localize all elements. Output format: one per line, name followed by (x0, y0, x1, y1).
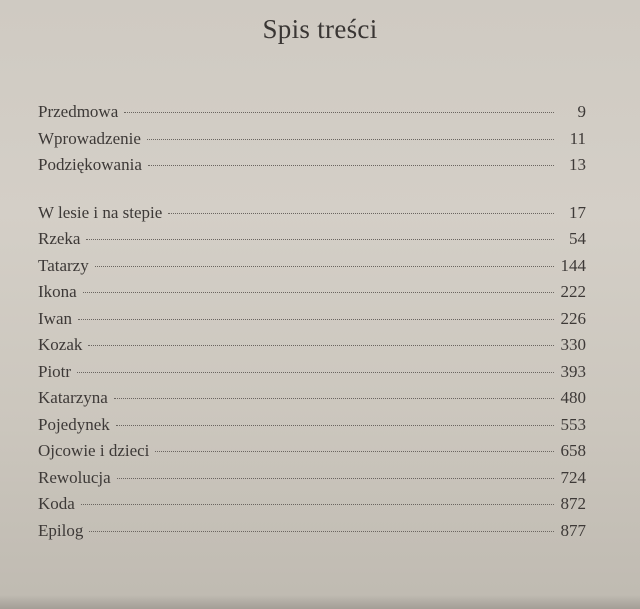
dot-leader (114, 398, 554, 399)
toc-entry-title: Tatarzy (38, 255, 89, 275)
toc-entry-title: Katarzyna (38, 388, 108, 407)
toc-entry (38, 129, 586, 156)
toc-entry-page: 480 (560, 388, 586, 407)
toc-entry-title: Iwan (38, 308, 72, 328)
toc-entry-title: W lesie i na stepie (38, 202, 163, 222)
dot-leader (95, 266, 554, 267)
toc-entry (38, 335, 586, 362)
toc-entry (38, 155, 586, 182)
table-of-contents (38, 102, 586, 547)
toc-entry-title: Piotr (38, 361, 72, 381)
toc-entry (38, 282, 586, 309)
toc-entry-page: 11 (569, 128, 586, 148)
dot-leader (147, 139, 554, 140)
toc-entry-page: 222 (560, 282, 586, 301)
toc-entry-title: Pojedynek (38, 414, 110, 434)
toc-entry (38, 102, 586, 129)
toc-entry (38, 203, 586, 230)
toc-entry-page: 13 (569, 155, 586, 174)
toc-entry-title: Koda (38, 494, 75, 513)
toc-entry (38, 521, 586, 548)
toc-entry-page: 877 (560, 520, 586, 540)
toc-entry-title: Kozak (38, 335, 83, 354)
toc-entry (38, 441, 586, 468)
dot-leader (88, 345, 554, 346)
dot-leader (89, 531, 554, 532)
toc-entry-page: 724 (560, 467, 586, 487)
toc-entry (38, 494, 586, 521)
dot-leader (117, 478, 554, 479)
toc-entry-page: 144 (560, 255, 586, 275)
toc-entry-page: 54 (569, 229, 586, 248)
toc-entry-page: 330 (560, 335, 586, 354)
toc-entry-page: 9 (577, 102, 586, 121)
dot-leader (81, 504, 554, 505)
dot-leader (155, 451, 554, 452)
toc-entry-page: 872 (560, 494, 586, 513)
dot-leader (148, 165, 554, 166)
dot-leader (78, 319, 554, 320)
toc-entry (38, 256, 586, 283)
toc-entry-title: Przedmowa (38, 102, 119, 121)
toc-entry (38, 362, 586, 389)
toc-entry-title: Wprowadzenie (38, 128, 141, 148)
toc-entry-page: 393 (560, 361, 586, 381)
toc-entry-title: Rzeka (38, 229, 81, 248)
dot-leader (124, 112, 554, 113)
page-title: Spis treści (262, 14, 378, 44)
toc-entry-title: Epilog (38, 520, 84, 540)
dot-leader (116, 425, 554, 426)
toc-entry (38, 388, 586, 415)
toc-entry-title: Podziękowania (38, 155, 142, 174)
dot-leader (83, 292, 554, 293)
toc-entry-page: 17 (569, 202, 586, 222)
toc-entry (38, 229, 586, 256)
dot-leader (168, 213, 554, 214)
toc-entry-page: 553 (560, 414, 586, 434)
toc-entry-title: Ojcowie i dzieci (38, 441, 150, 460)
toc-entry-title: Rewolucja (38, 467, 111, 487)
toc-entry-page: 226 (560, 308, 586, 328)
dot-leader (77, 372, 554, 373)
toc-entry (38, 415, 586, 442)
toc-entry (38, 468, 586, 495)
toc-entry (38, 309, 586, 336)
toc-entry-title: Ikona (38, 282, 77, 301)
dot-leader (86, 239, 554, 240)
toc-entry-page: 658 (560, 441, 586, 460)
